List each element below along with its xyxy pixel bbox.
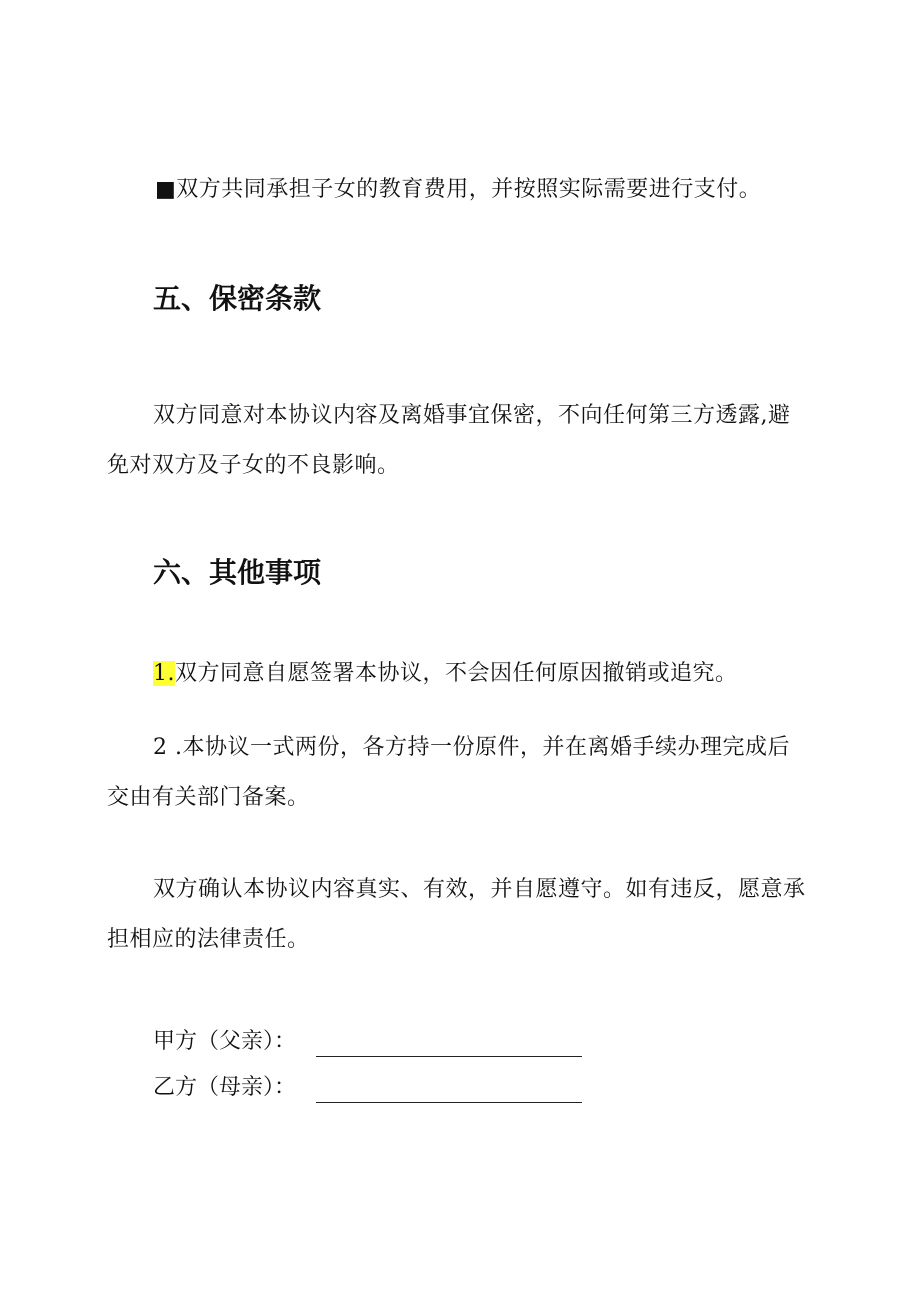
- party-a-label: 甲方（父亲）：: [153, 1029, 297, 1054]
- section-6-item-2-line-1: 2 .本协议一式两份，各方持一份原件，并在离婚手续办理完成后: [153, 735, 790, 760]
- party-b-label: 乙方（母亲）：: [153, 1075, 297, 1100]
- signature-party-b: [153, 1074, 296, 1104]
- signature-party-a: [153, 1028, 296, 1058]
- section-6-item-1: [153, 660, 738, 688]
- bullet-item-text: 双方共同承担子女的教育费用，并按照实际需要进行支付。: [176, 177, 762, 202]
- party-a-signature-line[interactable]: [316, 1056, 582, 1057]
- section-6-heading: 六、其他事项: [153, 556, 322, 589]
- bullet-item: [155, 176, 761, 204]
- section-5-paragraph-line-2: 免对双方及子女的不良影响。: [107, 453, 400, 478]
- item-1-text: 双方同意自愿签署本协议，不会因任何原因撤销或追究。: [175, 661, 738, 686]
- item-1-number-highlighted: 1.: [153, 661, 175, 686]
- square-bullet-icon: ■: [155, 177, 177, 202]
- section-6-item-2-line-2: 交由有关部门备案。: [107, 785, 310, 810]
- confirmation-line-2: 担相应的法律责任。: [107, 927, 310, 952]
- section-5-paragraph-line-1: 双方同意对本协议内容及离婚事宜保密，不向任何第三方透露,避: [153, 403, 791, 428]
- party-b-signature-line[interactable]: [316, 1102, 582, 1103]
- section-5-heading: 五、保密条款: [153, 282, 322, 315]
- confirmation-line-1: 双方确认本协议内容真实、有效，并自愿遵守。如有违反，愿意承: [153, 877, 806, 902]
